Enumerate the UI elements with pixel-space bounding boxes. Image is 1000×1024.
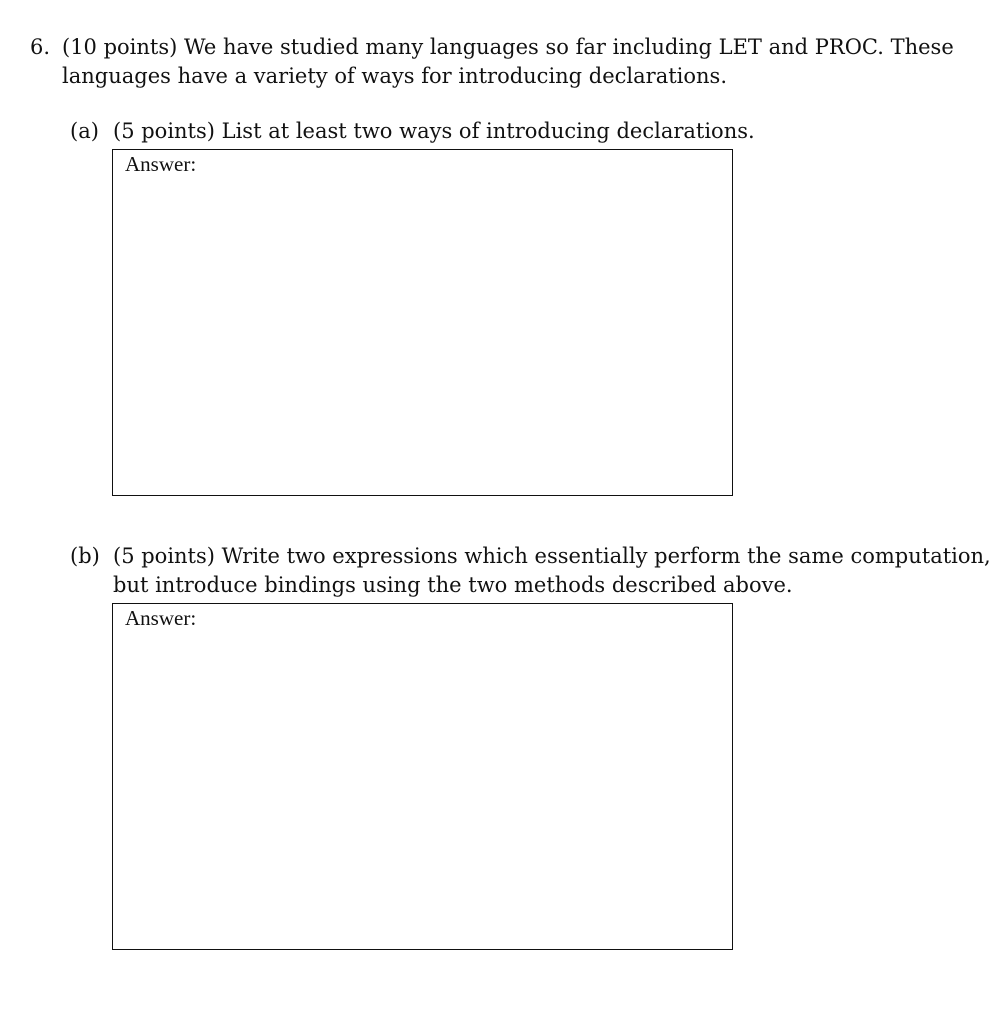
part-a-label: (a) [70,119,99,143]
part-b-prompt-line-1: (5 points) Write two expressions which essentially perform the same computation, [113,544,991,568]
answer-label-a: Answer: [125,152,197,176]
question-text-line-1: (10 points) We have studied many languages so far including LET and PROC. These [62,35,954,59]
part-b-prompt-line-2: but introduce bindings using the two methods described above. [113,573,793,597]
question-text-line-2: languages have a variety of ways for introducing declarations. [62,64,728,88]
answer-box-a[interactable] [112,149,733,496]
question-number: 6. [30,35,51,59]
part-a-prompt: (5 points) List at least two ways of introducing declarations. [113,119,755,143]
answer-label-b: Answer: [125,606,197,630]
part-b-label: (b) [70,544,100,568]
answer-box-b[interactable] [112,603,733,950]
